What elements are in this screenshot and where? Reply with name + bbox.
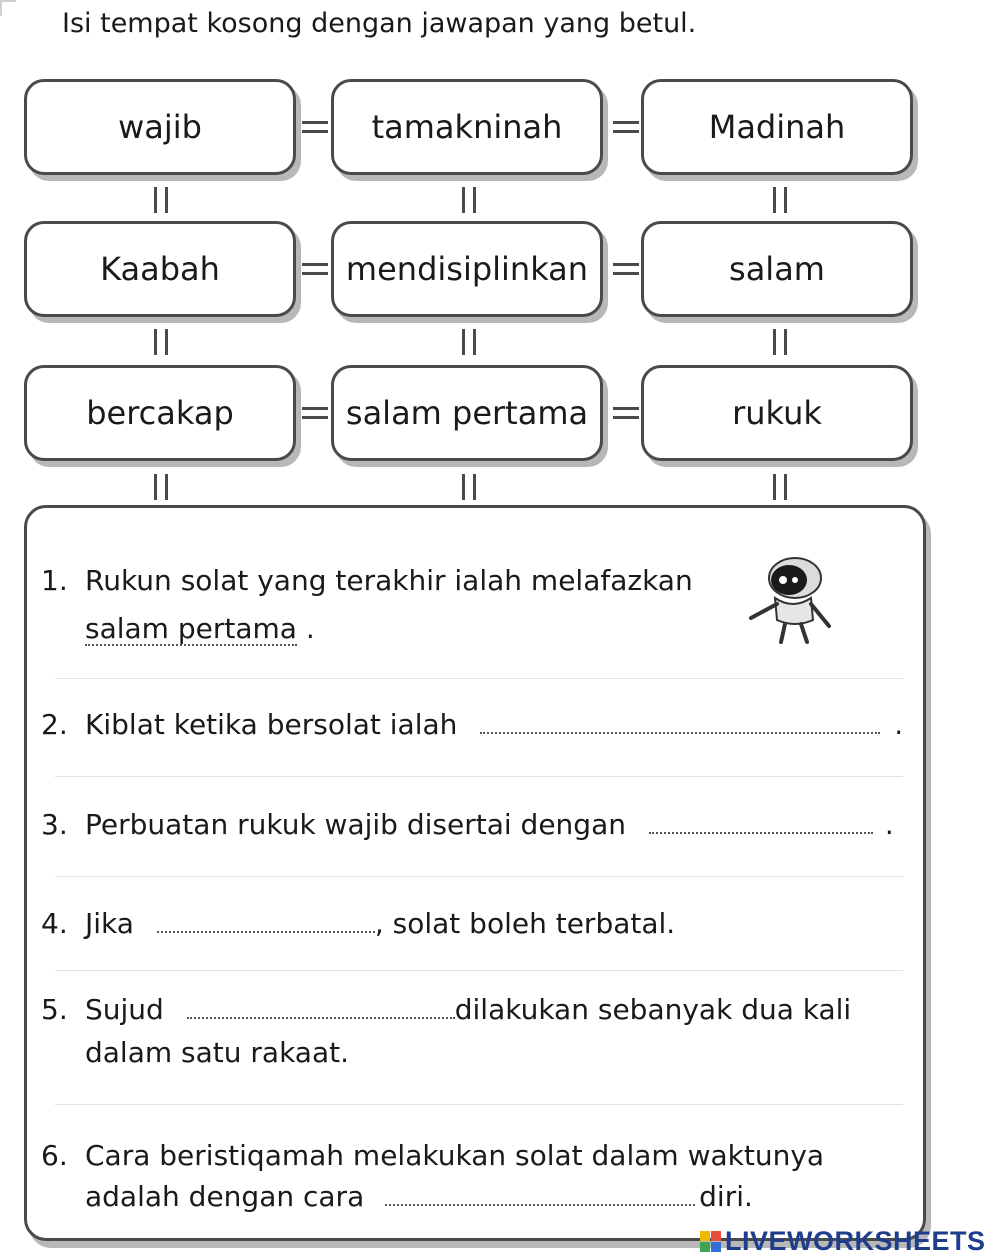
word-rukuk[interactable]: rukuk [641,365,913,461]
question-1-answer-line [41,607,315,651]
question-suffix: . [305,612,315,645]
mascot-icon [739,550,839,650]
brand-name: LIVEWORKSHEETS [725,1226,986,1256]
word-salam[interactable]: salam [641,221,913,317]
question-text: adalah dengan cara [85,1180,365,1213]
question-6-line-2 [41,1174,753,1219]
question-6 [41,1134,824,1178]
connector [462,329,476,355]
question-number: 5. [41,993,68,1026]
divider [55,1104,903,1105]
word-tamakninah[interactable]: tamakninah [331,79,603,175]
question-1 [41,559,693,603]
word-bercakap[interactable]: bercakap [24,365,296,461]
question-4 [41,901,675,946]
answer-field-5[interactable] [187,987,455,1019]
question-text: Cara beristiqamah melakukan solat dalam waktunya [85,1139,825,1172]
question-2 [41,702,903,747]
question-number: 3. [41,808,68,841]
connector [613,263,639,275]
question-text: dalam satu rakaat. [85,1036,350,1069]
question-5 [41,987,851,1032]
liveworksheets-logo[interactable] [700,1226,986,1257]
connector [154,329,168,355]
question-number: 1. [41,564,68,597]
question-3 [41,802,894,847]
word-mendisiplinkan[interactable]: mendisiplinkan [331,221,603,317]
question-number: 2. [41,708,68,741]
answer-field-1[interactable]: salam pertama [85,612,297,645]
word-wajib[interactable]: wajib [24,79,296,175]
question-suffix: . [884,808,894,841]
connector [302,121,328,133]
question-number: 4. [41,907,68,940]
question-suffix: . [894,708,904,741]
liveworksheets-logo-icon [700,1231,722,1253]
connector [462,187,476,213]
connector [613,407,639,419]
questions-panel [24,505,926,1241]
connector [462,474,476,500]
corner-mark [0,0,16,16]
answer-field-4[interactable] [157,901,375,933]
connector [773,474,787,500]
connector [302,263,328,275]
answer-field-2[interactable] [480,702,880,734]
question-suffix: dilakukan sebanyak dua kali [454,993,852,1026]
word-kaabah[interactable]: Kaabah [24,221,296,317]
question-text: Sujud [85,993,164,1026]
question-5-line-2 [41,1031,349,1075]
question-suffix: diri. [699,1180,753,1213]
word-salam-pertama[interactable]: salam pertama [331,365,603,461]
page-title: Isi tempat kosong dengan jawapan yang betul. [62,8,697,39]
word-madinah[interactable]: Madinah [641,79,913,175]
connector [773,329,787,355]
connector [613,121,639,133]
divider [55,776,903,777]
question-number: 6. [41,1139,68,1172]
question-text: Perbuatan rukuk wajib disertai dengan [85,808,626,841]
connector [154,187,168,213]
divider [55,876,903,877]
connector [154,474,168,500]
question-text: Kiblat ketika bersolat ialah [85,708,458,741]
question-suffix: , solat boleh terbatal. [374,907,676,940]
answer-field-6[interactable] [385,1174,695,1206]
question-text: Jika [85,907,134,940]
connector [302,407,328,419]
divider [55,970,903,971]
divider [55,678,903,679]
answer-field-3[interactable] [649,802,873,834]
connector [773,187,787,213]
question-text: Rukun solat yang terakhir ialah melafazkan [85,564,693,597]
